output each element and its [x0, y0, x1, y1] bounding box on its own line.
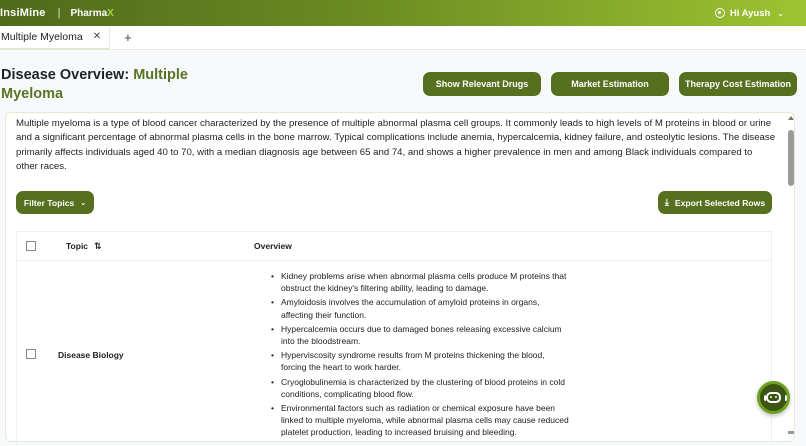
- overview-bullet: • Environmental factors such as radiation or chemical exposure have been linked to multiple myeloma, while abnormal plasma cells may cause reduced platelet production, leading to increased bruising and bleeding.: [281, 402, 571, 439]
- chatbot-headset-icon: [766, 392, 781, 403]
- tab-label: Multiple Myeloma: [1, 30, 83, 43]
- panel-scrollbar[interactable]: [787, 114, 797, 434]
- overview-bullet: • Cryoglobulinemia is characterized by the clustering of blood proteins in cold conditions, complicating blood flow.: [281, 376, 571, 400]
- row-topic: Disease Biology: [58, 350, 124, 360]
- market-estimation-button[interactable]: Market Estimation: [551, 72, 669, 96]
- download-icon: ⤓: [664, 197, 669, 207]
- brand: [0, 7, 114, 19]
- chevron-down-icon: ⌄: [777, 8, 784, 18]
- sort-icon[interactable]: ⇅: [94, 240, 102, 251]
- chevron-down-icon: ⌄: [80, 199, 87, 207]
- overview-bullet: • Hyperviscosity syndrome results from M proteins thickening the blood, forcing the heart to work harder.: [281, 349, 571, 373]
- header-actions: [423, 72, 797, 96]
- tab-bar: [0, 26, 806, 50]
- overview-panel: [5, 112, 795, 442]
- overview-bullet: • Amyloidosis involves the accumulation of amyloid proteins in organs, affecting their function.: [281, 296, 571, 320]
- top-navbar: [0, 0, 806, 26]
- user-greeting: Hi Ayush: [729, 7, 771, 19]
- export-label: Export Selected Rows: [674, 197, 766, 208]
- pharmax-x: X: [107, 7, 114, 19]
- row-overview-list: [281, 270, 571, 441]
- pharmax-main: Pharma: [70, 7, 108, 19]
- scroll-up-arrow-icon[interactable]: [788, 116, 794, 120]
- close-icon[interactable]: ✕: [92, 31, 102, 42]
- title-prefix: Disease Overview:: [1, 67, 134, 83]
- filter-label: Filter Topics: [23, 197, 75, 208]
- insimine-logo: InsiMine: [0, 7, 46, 19]
- brand-separator: |: [57, 7, 61, 19]
- row-checkbox[interactable]: [26, 349, 36, 359]
- overview-bullet: • Hypercalcemia occurs due to damaged bones releasing excessive calcium into the bloodstream.: [281, 323, 571, 347]
- topics-table: [16, 231, 772, 446]
- select-all-checkbox[interactable]: [26, 241, 36, 251]
- show-relevant-drugs-button[interactable]: Show Relevant Drugs: [423, 72, 541, 96]
- filter-topics-button[interactable]: [16, 191, 94, 214]
- user-menu[interactable]: [715, 0, 784, 26]
- tab-multiple-myeloma[interactable]: [0, 26, 110, 50]
- therapy-cost-estimation-button[interactable]: Therapy Cost Estimation: [679, 72, 797, 96]
- export-selected-rows-button[interactable]: [658, 191, 772, 214]
- chatbot-button[interactable]: [757, 381, 790, 414]
- overview-bullet: • Kidney problems arise when abnormal plasma cells produce M proteins that obstruct the kidney's filtering ability, leading to damage.: [281, 270, 571, 294]
- page-title: [1, 66, 201, 104]
- table-header: [17, 232, 771, 261]
- column-topic[interactable]: [66, 241, 102, 252]
- title-disease: Multiple Myeloma: [1, 67, 188, 102]
- scroll-thumb[interactable]: [788, 130, 794, 186]
- column-overview: Overview: [254, 241, 292, 251]
- disease-description: Multiple myeloma is a type of blood cancer characterized by the presence of multiple abnormal plasma cell groups. It commonly leads to high levels of M proteins in blood or urine and a significant percentage of abnormal plasma cells in the bone marrow. Typical complications include anemia, hypercalcemia, kidney failure, and osteolytic lesions. The disease primarily affects individuals aged 40 to 70, with a median diagnosis age between 65 and 74, and shows a higher prevalence in men and among Black individuals compared to other races.: [16, 118, 776, 173]
- table-row: [17, 261, 771, 446]
- user-circle-icon: [715, 8, 725, 18]
- pharmax-logo: [70, 8, 113, 19]
- add-tab-button[interactable]: +: [124, 30, 132, 45]
- column-topic-label: Topic: [66, 241, 89, 251]
